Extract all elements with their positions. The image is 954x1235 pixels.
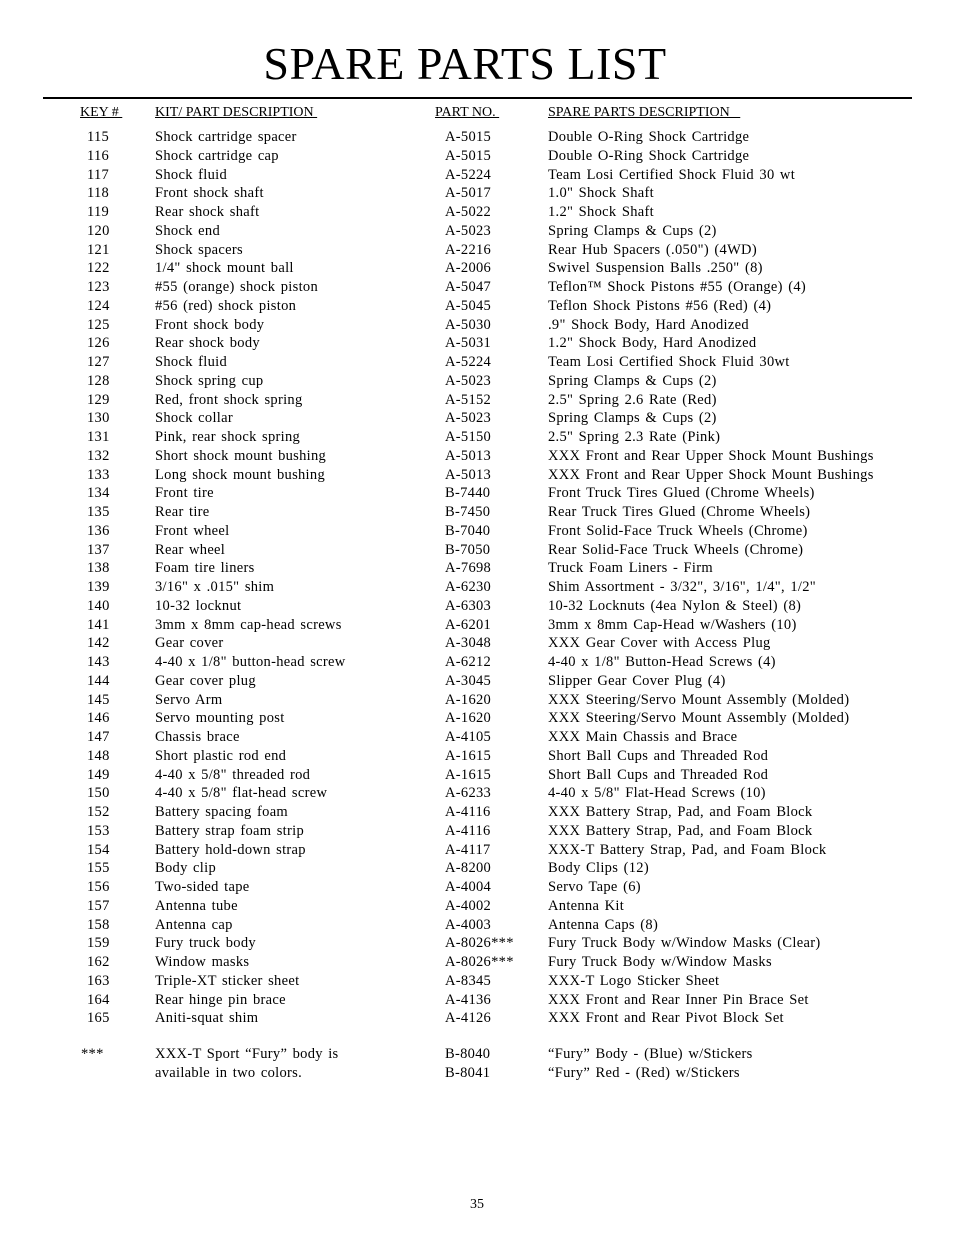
table-row [0,972,954,991]
part-number: A-5013 [445,447,492,464]
part-number: A-4136 [445,991,492,1008]
title-divider [43,97,912,99]
key-number: 122 [87,260,110,277]
spare-part-description: Rear Hub Spacers (.050") (4WD) [548,241,757,258]
part-number: A-2216 [445,241,492,258]
table-row [0,316,954,335]
part-number: A-5224 [445,166,492,183]
key-number: 143 [87,654,110,670]
part-description: Triple-XT sticker sheet [155,972,300,989]
spare-part-description: Double O-Ring Shock Cartridge [548,129,750,145]
table-row [0,353,954,372]
key-number: 139 [87,579,110,595]
part-number: A-6201 [445,616,492,633]
part-description: 4-40 x 1/8" button-head screw [155,654,346,670]
key-number: 148 [87,747,110,764]
table-row [0,859,954,878]
table-row [0,278,954,297]
spare-part-description: XXX Front and Rear Upper Shock Mount Bushings [548,466,874,483]
key-number: 135 [87,504,110,520]
part-description: 1/4" shock mount ball [155,260,294,277]
part-number: A-4116 [445,822,491,839]
table-row [0,391,954,410]
part-number: A-6230 [445,579,492,595]
table-row [0,541,954,560]
spare-part-description: XXX Main Chassis and Brace [548,729,738,745]
part-description: Antenna tube [155,897,238,914]
table-row [0,466,954,485]
spare-part-description: XXX Front and Rear Pivot Block Set [548,1010,784,1027]
table-row [0,728,954,747]
table-row [0,203,954,222]
key-number: 121 [87,241,110,258]
key-number: 165 [87,1010,110,1027]
part-number: A-8345 [445,972,492,989]
part-number: A-5022 [445,204,492,220]
part-description: #56 (red) shock piston [155,297,297,314]
spare-part-description: Slipper Gear Cover Plug (4) [548,672,726,689]
table-row [0,128,954,147]
part-number: A-5015 [445,147,492,164]
part-number: B-7440 [445,485,491,502]
spare-part-description: XXX Front and Rear Inner Pin Brace Set [548,991,809,1008]
table-row [0,222,954,241]
part-number: A-5047 [445,279,492,295]
part-description: Fury truck body [155,935,256,952]
spare-part-description: XXX-T Battery Strap, Pad, and Foam Block [548,841,827,858]
key-number: 158 [87,916,110,933]
table-row [0,522,954,541]
key-number: 124 [87,297,110,314]
spare-part-description: Fury Truck Body w/Window Masks (Clear) [548,935,821,952]
key-number: 156 [87,879,110,895]
part-description: Shock end [155,222,221,239]
part-number: A-5013 [445,466,492,483]
parts-table [0,128,954,1028]
spare-part-description: Short Ball Cups and Threaded Rod [548,747,769,764]
part-number: B-7450 [445,504,491,520]
spare-part-description: Spring Clamps & Cups (2) [548,222,717,239]
page-number: 35 [470,1197,484,1212]
spare-part-description: Servo Tape (6) [548,879,641,895]
table-row [0,447,954,466]
table-row [0,409,954,428]
part-description: Pink, rear shock spring [155,429,301,445]
part-description: Window masks [155,954,250,970]
part-number: A-4105 [445,729,492,745]
part-number: A-5023 [445,372,492,389]
part-number: A-5031 [445,335,492,352]
key-number: 117 [87,166,110,183]
part-description: 3/16" x .015" shim [155,579,275,595]
part-number: B-7050 [445,541,491,558]
key-number: 133 [87,466,110,483]
key-number: 142 [87,635,110,652]
key-number: 140 [87,597,110,614]
spare-part-description: XXX Gear Cover with Access Plug [548,635,771,652]
key-number: 138 [87,560,110,577]
spare-part-description: Body Clips (12) [548,860,649,877]
table-row [0,259,954,278]
part-description: Front wheel [155,522,230,539]
part-number: A-2006 [445,260,492,277]
part-description: 3mm x 8mm cap-head screws [155,616,342,633]
key-number: 144 [87,672,110,689]
table-row [0,822,954,841]
key-number: 132 [87,447,110,464]
part-description: Front tire [155,485,214,502]
part-description: Shock spacers [155,241,243,258]
part-number: A-4126 [445,1010,492,1027]
part-number: A-4003 [445,916,492,933]
part-description: Antenna cap [155,916,233,933]
footnote [0,1045,954,1083]
part-description: Gear cover [155,635,224,652]
key-number: 162 [87,954,110,970]
spare-part-description: Antenna Caps (8) [548,916,659,933]
spare-part-description: Antenna Kit [548,897,625,914]
page-title: SPARE PARTS LIST [263,38,667,89]
spare-part-description: .9" Shock Body, Hard Anodized [548,316,749,333]
table-row [0,578,954,597]
part-description: Rear tire [155,504,210,520]
part-description: Red, front shock spring [155,391,303,408]
part-description: Long shock mount bushing [155,466,325,483]
key-number: 116 [87,147,110,164]
spare-part-description: Team Losi Certified Shock Fluid 30 wt [548,166,796,183]
table-row [0,484,954,503]
part-number: A-1620 [445,710,492,727]
key-number: 145 [87,691,110,708]
part-description: Rear shock body [155,335,260,352]
footnote-marker: *** [81,1046,104,1062]
spare-part-description: Front Solid-Face Truck Wheels (Chrome) [548,522,808,539]
footnote-part-number: B-8040 [445,1046,491,1062]
table-row [0,184,954,203]
key-number: 128 [87,372,110,389]
part-description: Short plastic rod end [155,747,287,764]
table-row [0,616,954,635]
key-number: 146 [87,710,110,727]
table-row [0,766,954,785]
table-row [0,897,954,916]
part-description: Aniti-squat shim [155,1010,259,1027]
header-part-no: PART NO. [435,105,500,120]
key-number: 154 [87,841,110,858]
part-description: Front shock shaft [155,185,264,202]
part-number: A-8026*** [445,954,514,970]
part-number: A-4117 [445,841,491,858]
spare-part-description: XXX-T Logo Sticker Sheet [548,972,720,989]
part-number: A-5023 [445,410,492,427]
key-number: 147 [87,729,110,745]
key-number: 129 [87,391,110,408]
spare-part-description: Spring Clamps & Cups (2) [548,372,717,389]
key-number: 157 [87,897,110,914]
part-description: Shock cartridge cap [155,147,279,164]
part-number: A-6233 [445,785,492,802]
key-number: 137 [87,541,110,558]
table-row [0,934,954,953]
part-description: 4-40 x 5/8" flat-head screw [155,785,328,802]
part-description: Front shock body [155,316,265,333]
key-number: 123 [87,279,110,295]
table-row [0,953,954,972]
part-description: Two-sided tape [155,879,250,895]
key-number: 115 [87,129,110,145]
part-number: B-7040 [445,522,491,539]
key-number: 153 [87,822,110,839]
spare-part-description: Front Truck Tires Glued (Chrome Wheels) [548,485,815,502]
spare-part-description: XXX Battery Strap, Pad, and Foam Block [548,804,813,820]
spare-part-description: Swivel Suspension Balls .250" (8) [548,260,763,277]
part-description: 10-32 locknut [155,597,242,614]
part-description: Shock collar [155,410,233,427]
table-row [0,709,954,728]
part-number: A-5017 [445,185,492,202]
table-row [0,334,954,353]
part-number: A-3048 [445,635,492,652]
part-number: A-4116 [445,804,491,820]
header-key: KEY # [80,105,123,120]
spare-part-description: 4-40 x 5/8" Flat-Head Screws (10) [548,785,766,802]
part-number: A-5224 [445,354,492,370]
table-row [0,241,954,260]
table-row [0,841,954,860]
table-row [0,166,954,185]
spare-part-description: 1.2" Shock Body, Hard Anodized [548,335,757,352]
part-description: Rear wheel [155,541,226,558]
part-number: A-1615 [445,766,492,783]
header-kit-description: KIT/ PART DESCRIPTION [155,105,318,120]
table-row [0,672,954,691]
spare-part-description: Short Ball Cups and Threaded Rod [548,766,769,783]
footnote-line [0,1045,954,1064]
key-number: 152 [87,804,110,820]
spare-part-description: Truck Foam Liners - Firm [548,560,713,577]
table-row [0,559,954,578]
table-row [0,297,954,316]
footnote-description: available in two colors. [155,1064,302,1081]
table-row [0,784,954,803]
part-description: Rear hinge pin brace [155,991,286,1008]
part-number: A-6303 [445,597,492,614]
footnote-line [0,1064,954,1083]
part-number: A-4004 [445,879,492,895]
spare-part-description: 10-32 Locknuts (4ea Nylon & Steel) (8) [548,597,802,614]
spare-part-description: Teflon™ Shock Pistons #55 (Orange) (4) [548,279,807,295]
spare-part-description: 1.0" Shock Shaft [548,185,654,202]
spare-part-description: Team Losi Certified Shock Fluid 30wt [548,354,790,370]
key-number: 136 [87,522,110,539]
part-number: A-5150 [445,429,492,445]
part-description: Gear cover plug [155,672,256,689]
part-description: #55 (orange) shock piston [155,279,319,295]
key-number: 149 [87,766,110,783]
part-number: A-7698 [445,560,492,577]
part-number: A-5015 [445,129,492,145]
spare-part-description: Fury Truck Body w/Window Masks [548,954,772,970]
table-row [0,372,954,391]
key-number: 125 [87,316,110,333]
spare-part-description: 3mm x 8mm Cap-Head w/Washers (10) [548,616,797,633]
part-description: Short shock mount bushing [155,447,327,464]
key-number: 141 [87,616,110,633]
key-number: 126 [87,335,110,352]
spare-part-description: Shim Assortment - 3/32", 3/16", 1/4", 1/2" [548,579,817,595]
part-description: Rear shock shaft [155,204,260,220]
part-description: 4-40 x 5/8" threaded rod [155,766,311,783]
part-number: A-5023 [445,222,492,239]
part-number: A-8026*** [445,935,514,952]
part-number: A-1615 [445,747,492,764]
header-spare-description: SPARE PARTS DESCRIPTION [548,105,741,120]
part-description: Foam tire liners [155,560,255,577]
spare-part-description: Spring Clamps & Cups (2) [548,410,717,427]
part-description: Body clip [155,860,216,877]
key-number: 120 [87,222,110,239]
key-number: 155 [87,860,110,877]
spare-part-description: 2.5" Spring 2.6 Rate (Red) [548,391,717,408]
table-row [0,597,954,616]
spare-part-description: 4-40 x 1/8" Button-Head Screws (4) [548,654,776,670]
table-row [0,991,954,1010]
spare-part-description: XXX Steering/Servo Mount Assembly (Molded) [548,691,850,708]
spare-part-description: Rear Truck Tires Glued (Chrome Wheels) [548,504,811,520]
table-row [0,747,954,766]
key-number: 134 [87,485,110,502]
part-description: Battery hold-down strap [155,841,306,858]
spare-part-description: XXX Battery Strap, Pad, and Foam Block [548,822,813,839]
part-description: Servo mounting post [155,710,285,727]
key-number: 159 [87,935,110,952]
spare-part-description: Teflon Shock Pistons #56 (Red) (4) [548,297,772,314]
key-number: 150 [87,785,110,802]
spare-part-description: XXX Steering/Servo Mount Assembly (Molded) [548,710,850,727]
table-row [0,691,954,710]
footnote-part-number: B-8041 [445,1064,491,1081]
key-number: 164 [87,991,110,1008]
part-number: A-5045 [445,297,492,314]
part-number: A-5152 [445,391,492,408]
part-number: A-3045 [445,672,492,689]
table-row [0,803,954,822]
table-row [0,634,954,653]
part-description: Shock spring cup [155,372,264,389]
part-description: Shock cartridge spacer [155,129,297,145]
part-description: Shock fluid [155,166,228,183]
table-row [0,916,954,935]
key-number: 118 [87,185,110,202]
part-description: Shock fluid [155,354,228,370]
spare-part-description: Rear Solid-Face Truck Wheels (Chrome) [548,541,804,558]
part-description: Battery spacing foam [155,804,289,820]
part-number: A-4002 [445,897,492,914]
part-description: Servo Arm [155,691,223,708]
footnote-description: XXX-T Sport “Fury” body is [155,1046,339,1062]
part-number: A-5030 [445,316,492,333]
part-description: Chassis brace [155,729,240,745]
part-number: A-6212 [445,654,492,670]
spare-part-description: XXX Front and Rear Upper Shock Mount Bushings [548,447,874,464]
key-number: 131 [87,429,110,445]
table-row [0,428,954,447]
key-number: 163 [87,972,110,989]
key-number: 119 [87,204,110,220]
footnote-spare-description: “Fury” Red - (Red) w/Stickers [548,1064,740,1081]
spare-part-description: 1.2" Shock Shaft [548,204,654,220]
table-row [0,1009,954,1028]
spare-part-description: 2.5" Spring 2.3 Rate (Pink) [548,429,721,445]
table-row [0,653,954,672]
key-number: 127 [87,354,110,370]
key-number: 130 [87,410,110,427]
part-number: A-1620 [445,691,492,708]
table-row [0,878,954,897]
footnote-spare-description: “Fury” Body - (Blue) w/Stickers [548,1046,753,1062]
table-row [0,503,954,522]
table-row [0,147,954,166]
part-number: A-8200 [445,860,492,877]
spare-part-description: Double O-Ring Shock Cartridge [548,147,750,164]
part-description: Battery strap foam strip [155,822,305,839]
